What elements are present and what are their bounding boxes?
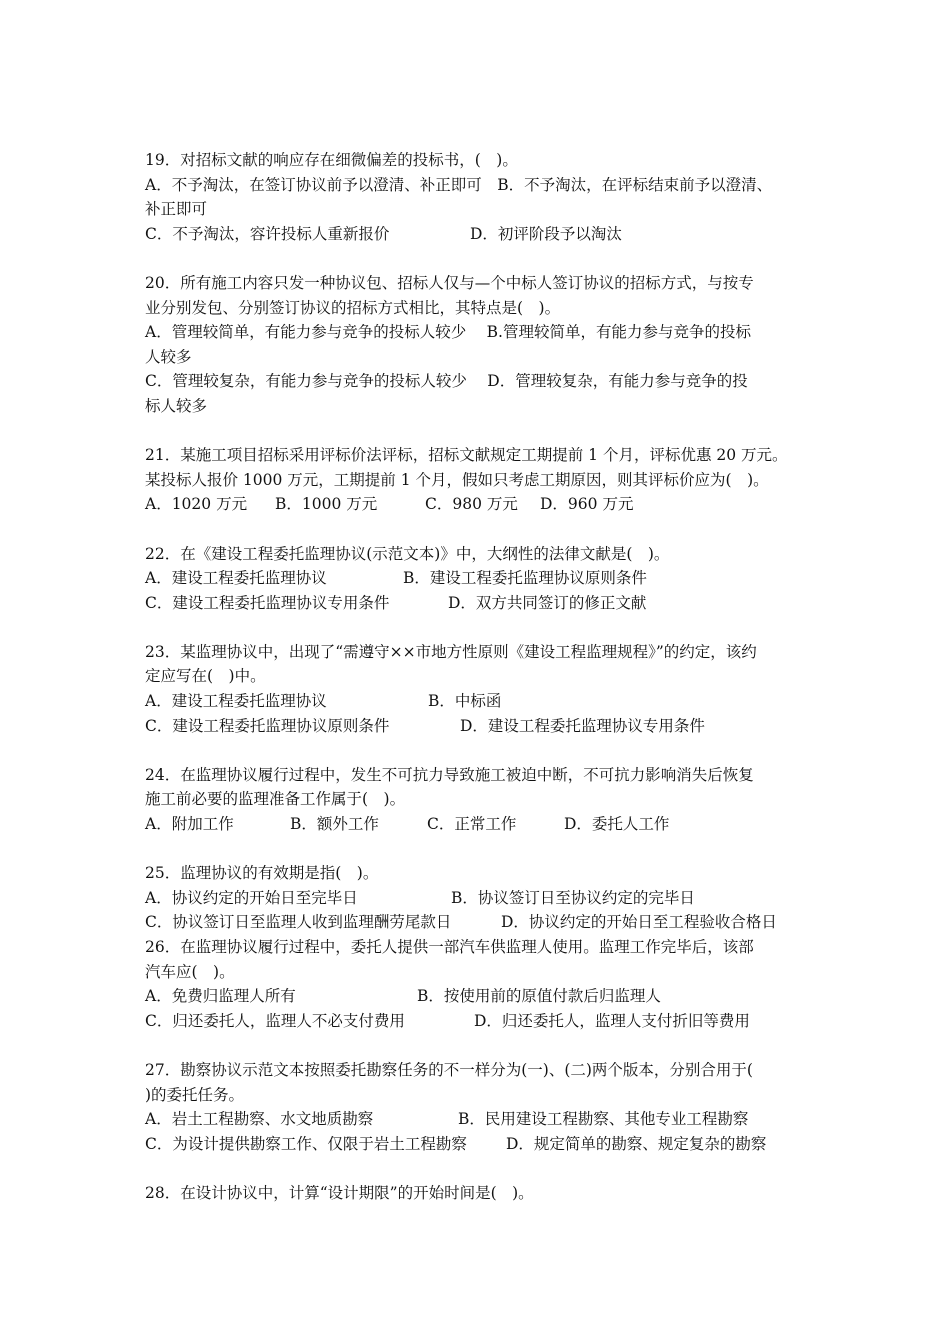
option-line	[145, 886, 825, 911]
question-21	[145, 443, 825, 517]
option-line	[145, 1132, 825, 1157]
option-line: A．不予淘汰，在签订协议前予以澄清、补正即可 B．不予淘汰，在评标结束前予以澄清、	[145, 175, 773, 194]
question-28	[145, 1181, 825, 1206]
spacer	[145, 615, 825, 640]
option-b: B．建设工程委托监理协议原则条件	[403, 569, 647, 588]
option-c: C．归还委托人，监理人不必支付费用	[145, 1011, 405, 1030]
question-26	[145, 935, 825, 1033]
option-a: A．建设工程委托监理协议	[145, 569, 327, 588]
option-a: A．岩土工程勘察、水文地质勘察	[145, 1110, 374, 1129]
option-d: D．委托人工作	[564, 815, 670, 834]
question-stem: 27．勘察协议示范文本按照委托勘察任务的不一样分为(一)、(二)两个版本，分别合用于(	[145, 1060, 753, 1079]
option-line: 人较多	[145, 347, 192, 366]
question-stem: 汽车应( )。	[145, 962, 235, 981]
option-line	[145, 910, 825, 935]
question-stem: 某投标人报价 1000 万元，工期提前 1 个月，假如只考虑工期原因，则其评标价应为( )。	[145, 470, 769, 489]
option-b: B．额外工作	[290, 815, 379, 834]
option-line	[145, 591, 825, 616]
option-line: C．管理较复杂，有能力参与竞争的投标人较少 D．管理较复杂，有能力参与竞争的投	[145, 372, 748, 391]
option-c: C．协议签订日至监理人收到监理酬劳尾款日	[145, 913, 452, 932]
option-a: A．1020 万元	[145, 495, 248, 514]
spacer	[145, 1156, 825, 1181]
option-d: D．建设工程委托监理协议专用条件	[460, 716, 705, 735]
spacer	[145, 837, 825, 862]
question-stem: )的委托任务。	[145, 1085, 245, 1104]
question-stem: 26．在监理协议履行过程中，委托人提供一部汽车供监理人使用。监理工作完毕后，该部	[145, 938, 754, 956]
option-c: C．980 万元	[425, 495, 518, 514]
option-line	[145, 812, 825, 837]
option-d: D．协议约定的开始日至工程验收合格日	[501, 913, 777, 932]
option-d: D．归还委托人，监理人支付折旧等费用	[474, 1011, 750, 1030]
option-c: C．建设工程委托监理协议原则条件	[145, 716, 390, 735]
question-22	[145, 542, 825, 616]
spacer	[145, 419, 825, 444]
option-d: D．初评阶段予以淘汰	[470, 224, 622, 243]
question-stem: 23．某监理协议中，出现了“需遵守××市地方性原则《建设工程监理规程》”的约定，该约	[145, 642, 757, 661]
option-line	[145, 689, 825, 714]
question-stem: 24．在监理协议履行过程中，发生不可抗力导致施工被迫中断，不可抗力影响消失后恢复	[145, 765, 754, 784]
question-stem: 20．所有施工内容只发一种协议包、招标人仅与—个中标人签订协议的招标方式，与按专	[145, 273, 754, 292]
option-line: A．管理较简单，有能力参与竞争的投标人较少 B.管理较简单，有能力参与竞争的投标	[145, 323, 751, 342]
spacer	[145, 738, 825, 763]
option-line	[145, 1107, 825, 1132]
option-a: A．附加工作	[145, 815, 234, 834]
option-d: D．双方共同签订的修正文献	[448, 593, 647, 612]
option-d: D．规定简单的勘察、规定复杂的勘察	[506, 1134, 767, 1153]
option-b: B．协议签订日至协议约定的完毕日	[451, 888, 695, 907]
spacer	[145, 1033, 825, 1058]
question-stem: 25．监理协议的有效期是指( )。	[145, 864, 379, 883]
option-c: C．正常工作	[427, 815, 517, 834]
question-25	[145, 861, 825, 935]
question-stem: 定应写在( )中。	[145, 667, 266, 686]
option-c: C．建设工程委托监理协议专用条件	[145, 593, 390, 612]
option-line	[145, 984, 825, 1009]
option-line	[145, 222, 825, 247]
question-23	[145, 640, 825, 738]
question-stem: 28．在设计协议中，计算“设计期限”的开始时间是( )。	[145, 1183, 534, 1202]
option-c: C．不予淘汰，容许投标人重新报价	[145, 224, 390, 243]
document-page	[145, 148, 825, 1206]
option-b: B．中标函	[428, 692, 502, 711]
option-c: C．为设计提供勘察工作、仅限于岩土工程勘察	[145, 1134, 467, 1153]
option-a: A．协议约定的开始日至完毕日	[145, 888, 358, 907]
option-d: D．960 万元	[540, 495, 634, 514]
option-line: 补正即可	[145, 200, 208, 219]
option-line	[145, 492, 825, 517]
question-stem: 业分别发包、分别签订协议的招标方式相比，其特点是( )。	[145, 298, 561, 317]
option-line	[145, 566, 825, 591]
spacer	[145, 517, 825, 542]
question-stem: 19．对招标文献的响应存在细微偏差的投标书，( )。	[145, 151, 518, 169]
option-a: A．建设工程委托监理协议	[145, 692, 327, 711]
option-line: 标人较多	[145, 396, 208, 415]
option-a: A．免费归监理人所有	[145, 987, 296, 1006]
question-stem: 施工前必要的监理准备工作属于( )。	[145, 790, 406, 809]
question-stem: 21．某施工项目招标采用评标价法评标，招标文献规定工期提前 1 个月，评标优惠 20 万元。	[145, 446, 788, 465]
option-line	[145, 1009, 825, 1034]
question-24	[145, 763, 825, 837]
question-stem: 22．在《建设工程委托监理协议(示范文本)》中，大纲性的法律文献是( )。	[145, 544, 670, 563]
option-b: B．1000 万元	[275, 495, 378, 514]
option-b: B．民用建设工程勘察、其他专业工程勘察	[458, 1110, 749, 1129]
spacer	[145, 246, 825, 271]
question-27	[145, 1058, 825, 1156]
question-19	[145, 148, 825, 246]
option-line	[145, 714, 825, 739]
option-b: B．按使用前的原值付款后归监理人	[417, 987, 661, 1006]
question-20	[145, 271, 825, 419]
